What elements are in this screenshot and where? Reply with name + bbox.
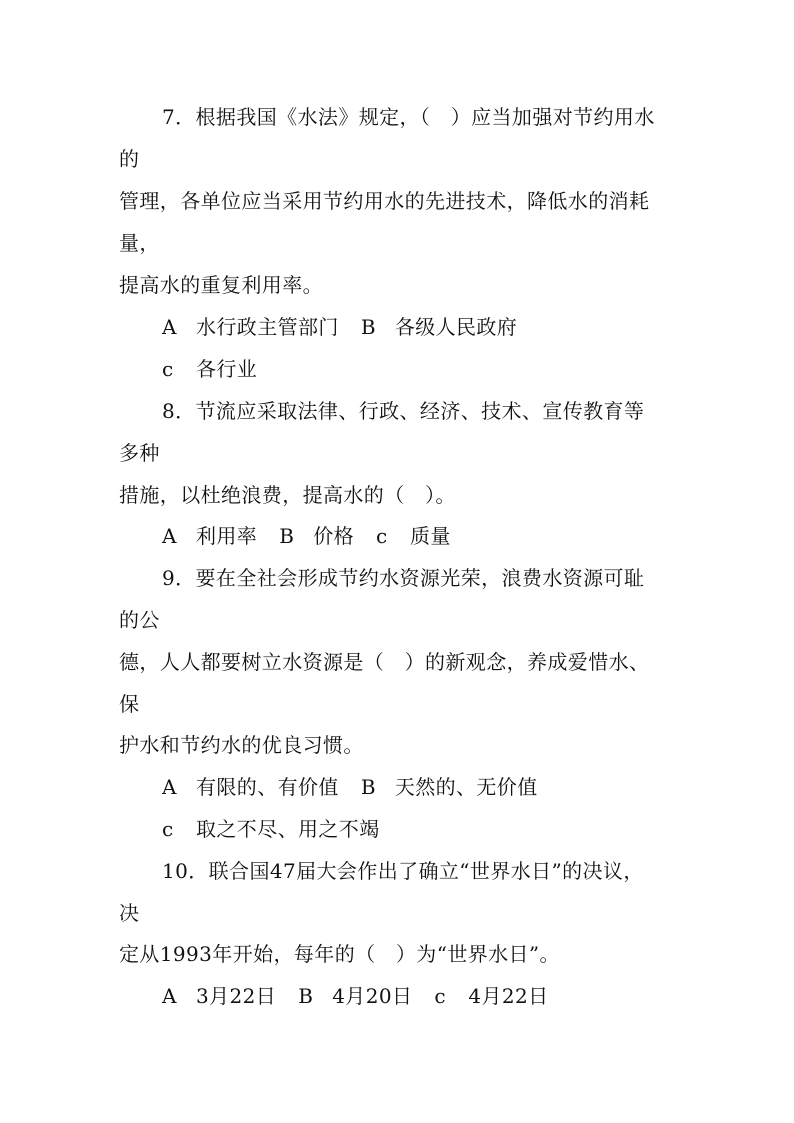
question-9-line-2: 的公 xyxy=(119,608,160,632)
option-text: 4月22日 xyxy=(468,984,549,1008)
question-9-line-5: 护水和节约水的优良习惯。 xyxy=(119,733,364,757)
option-letter: A xyxy=(162,524,177,548)
question-9-options-row-1 xyxy=(162,773,538,801)
question-10-options-row-1 xyxy=(162,982,549,1010)
option-letter: B xyxy=(360,775,376,799)
option-letter: B xyxy=(360,315,376,339)
question-8-line-2: 多种 xyxy=(119,441,160,465)
option-text: 水行政主管部门 xyxy=(196,315,339,339)
question-10-line-3: 定从1993年开始，每年的（ ）为“世界水日”。 xyxy=(119,942,560,966)
option-letter: c xyxy=(162,357,174,381)
option-text: 3月22日 xyxy=(196,984,277,1008)
question-7-line-1: 7．根据我国《水法》规定，（ ）应当加强对节约用水 xyxy=(162,105,655,129)
option-text: 4月20日 xyxy=(332,984,413,1008)
option-text: 各级人民政府 xyxy=(394,315,518,339)
question-7-line-4: 量， xyxy=(119,231,160,255)
question-8-options-row-1 xyxy=(162,522,451,550)
option-letter: B xyxy=(279,524,295,548)
option-text: 取之不尽、用之不竭 xyxy=(196,817,380,841)
question-10-line-1: 10．联合国47届大会作出了确立“世界水日”的决议， xyxy=(162,859,644,883)
option-letter: B xyxy=(298,984,314,1008)
question-7-line-2: 的 xyxy=(119,147,140,171)
question-7-options-row-2 xyxy=(162,355,257,383)
option-text: 价格 xyxy=(313,524,355,548)
option-letter: A xyxy=(162,984,177,1008)
question-9-line-4: 保 xyxy=(119,692,140,716)
option-text: 质量 xyxy=(410,524,451,548)
question-7-options-row-1 xyxy=(162,313,517,341)
option-letter: c xyxy=(162,817,174,841)
option-text: 有限的、有价值 xyxy=(196,775,339,799)
question-7-line-5: 提高水的重复利用率。 xyxy=(119,273,323,297)
option-text: 天然的、无价值 xyxy=(394,775,538,799)
question-9-options-row-2 xyxy=(162,815,380,843)
option-letter: c xyxy=(434,984,446,1008)
question-7-line-3: 管理，各单位应当采用节约用水的先进技术，降低水的消耗 xyxy=(119,189,650,213)
question-9-line-3: 德，人人都要树立水资源是（ ）的新观念，养成爱惜水、 xyxy=(119,650,650,674)
question-10-line-2: 决 xyxy=(119,901,140,925)
option-letter: A xyxy=(162,775,177,799)
option-letter: A xyxy=(162,315,177,339)
option-text: 各行业 xyxy=(196,357,258,381)
option-letter: c xyxy=(376,524,388,548)
question-8-line-3: 措施，以杜绝浪费，提高水的（ ）。 xyxy=(119,483,456,507)
option-text: 利用率 xyxy=(196,524,258,548)
question-8-line-1: 8．节流应采取法律、行政、经济、技术、宣传教育等 xyxy=(162,399,645,423)
question-9-line-1: 9．要在全社会形成节约水资源光荣，浪费水资源可耻 xyxy=(162,566,645,590)
